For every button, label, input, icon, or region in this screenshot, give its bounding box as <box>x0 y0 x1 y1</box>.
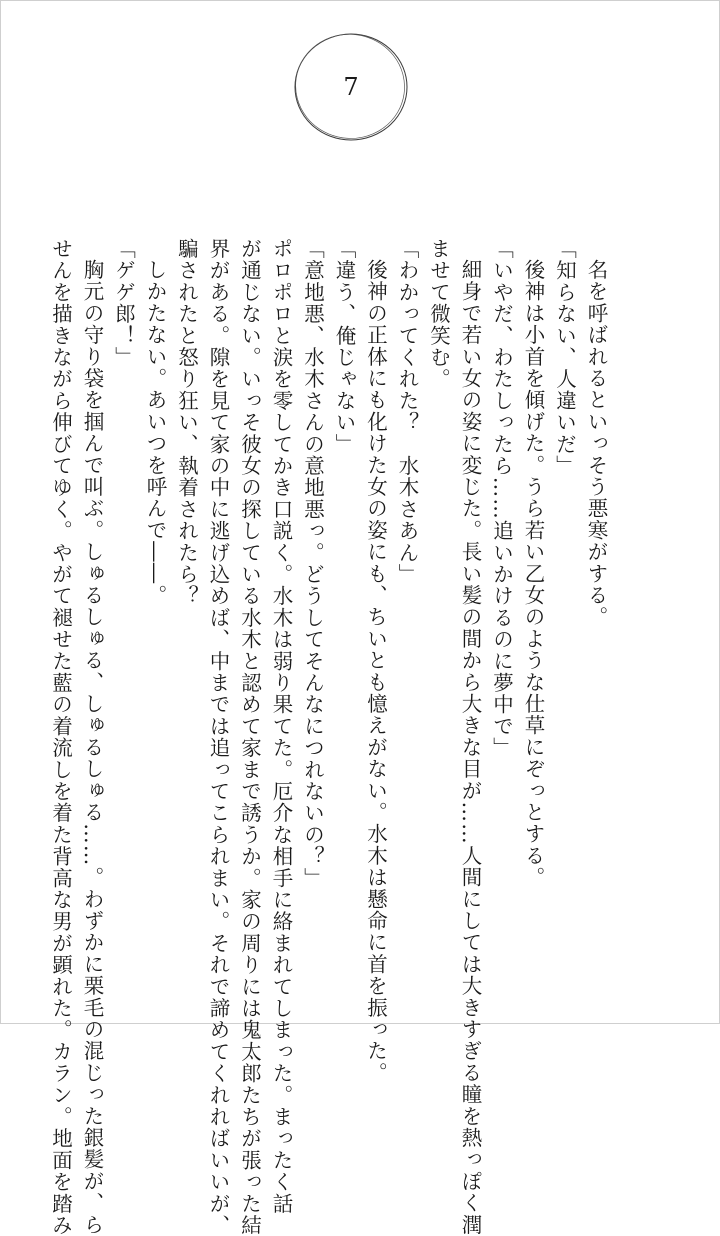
vertical-body-text <box>44 238 611 1236</box>
text-column: しかたない。あいつを呼んで――。 <box>143 258 167 606</box>
text-column: 「知らない、人違いだ」 <box>552 238 577 477</box>
text-column: 「意地悪、水木さんの意地悪っ。どうしてそんなにつれないの？」 <box>300 238 325 889</box>
chapter-number: 7 <box>343 73 359 101</box>
text-column: 「違う、俺じゃない」 <box>332 238 356 455</box>
text-column: 後神の正体にも化けた女の姿にも、ちいとも憶えがない。水木は懸命に首を振った。 <box>363 258 388 1084</box>
text-column: 胸元の守り袋を掴んで叫ぶ。しゅるしゅる、しゅるしゅる……。わずかに栗毛の混じった銀髪が、ら <box>80 258 104 1235</box>
text-column: 界がある。隙を見て家の中に逃げ込めば、中までは追ってこられまい。それで諦めてくれればいいが、 <box>206 238 230 1236</box>
text-column: 騙されたと怒り狂い、執着されたら？ <box>174 238 199 607</box>
text-column: 細身で若い女の姿に変じた。長い髪の間から大きな目が……人間にしては大きすぎる瞳を熱っぽく潤 <box>458 258 482 1236</box>
text-column: ませて微笑む。 <box>426 238 451 390</box>
text-column: ポロポロと涙を零してかき口説く。水木は弱り果てた。厄介な相手に絡まれてしまった。まったく話 <box>269 238 293 1215</box>
text-column: 「わかってくれた？ 水木さあん」 <box>395 238 419 586</box>
text-column: が通じない。いっそ彼女の探している水木と認めて家まで誘うか。家の周りには鬼太郎たちが張った結 <box>237 238 262 1236</box>
text-column: 名を呼ばれるといっそう悪寒がする。 <box>584 258 608 628</box>
chapter-heading <box>292 31 410 143</box>
text-column: 後神は小首を傾げた。うら若い乙女のような仕草にぞっとする。 <box>521 258 545 888</box>
text-column: せんを描きながら伸びてゆく。やがて褪せた藍の着流しを着た背高な男が顕れた。カラン。地面を踏み <box>48 238 73 1236</box>
text-column: 「いやだ、わたしったら……追いかけるのに夢中で」 <box>489 238 514 759</box>
text-column: 「ゲゲ郎！」 <box>111 238 136 369</box>
